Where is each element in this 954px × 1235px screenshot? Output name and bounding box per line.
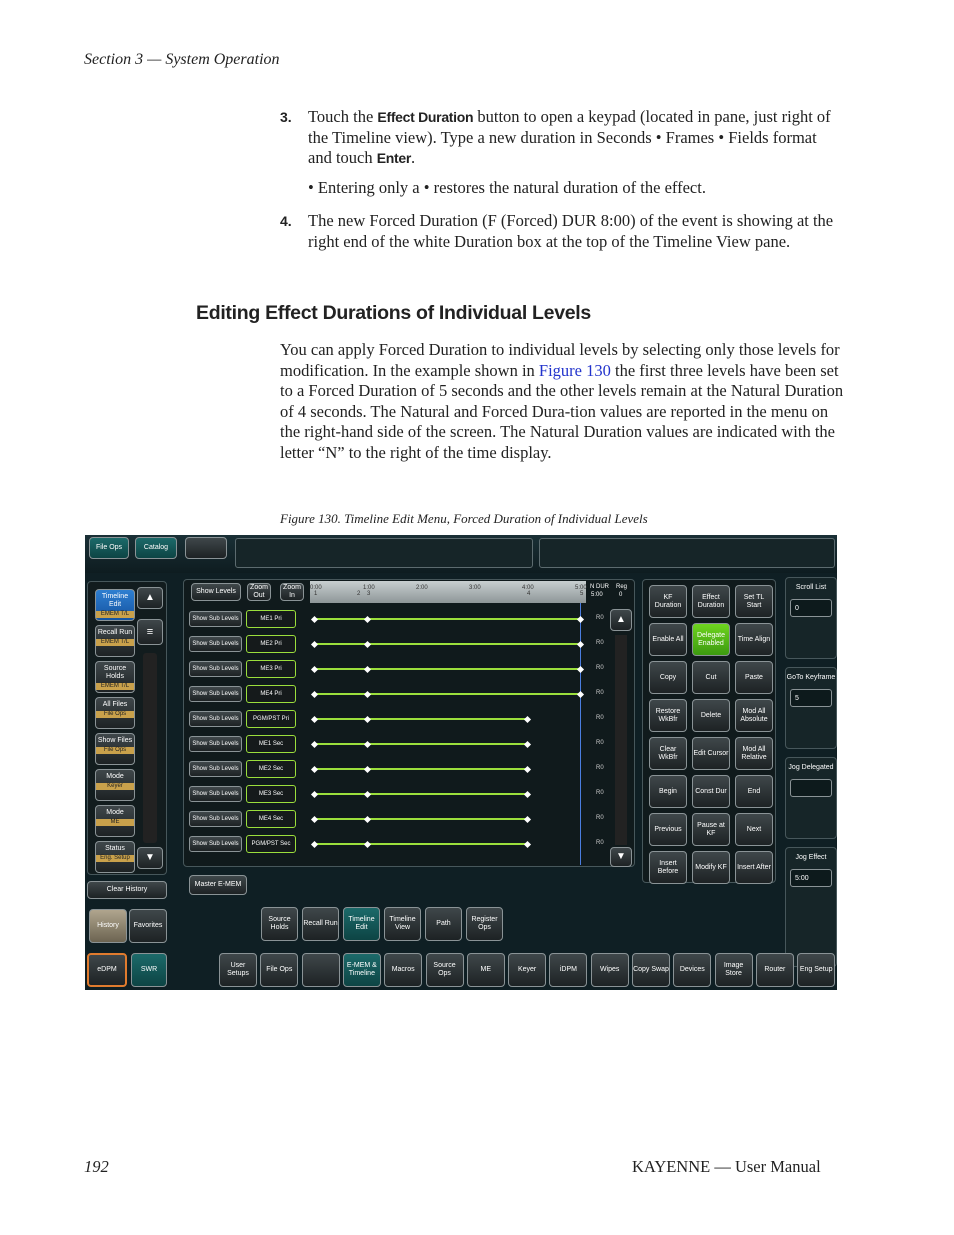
sub-tab[interactable] bbox=[425, 907, 462, 941]
n-dur-value: 5:00 bbox=[591, 592, 603, 598]
timeline-action-button[interactable] bbox=[735, 813, 773, 846]
side-panel-value-field[interactable]: 0 bbox=[790, 599, 832, 617]
label: ME2 Sec bbox=[258, 766, 284, 772]
label: PGM/PST Sec bbox=[251, 841, 291, 847]
label: Keyer bbox=[517, 966, 537, 973]
label: Effect Duration bbox=[697, 593, 725, 609]
timeline-action-button[interactable] bbox=[735, 737, 773, 770]
top-info-panel-2 bbox=[539, 538, 835, 568]
step-3 bbox=[280, 107, 840, 169]
register-label: R0 bbox=[596, 765, 604, 771]
timeline-action-button[interactable] bbox=[735, 699, 773, 732]
show-sub-levels-button[interactable] bbox=[189, 786, 242, 802]
show-sub-levels-button[interactable] bbox=[189, 686, 242, 702]
bullet-item: • Entering only a • restores the natural duration of the effect. bbox=[308, 178, 706, 197]
show-sub-levels-button[interactable] bbox=[189, 836, 242, 852]
show-sub-levels-button[interactable] bbox=[189, 761, 242, 777]
timeline-action-button[interactable] bbox=[735, 585, 773, 618]
show-sub-levels-button[interactable] bbox=[189, 611, 242, 627]
label: Show Sub Levels bbox=[192, 791, 239, 797]
running-header: Section 3 — System Operation bbox=[84, 51, 280, 68]
label: Macros bbox=[391, 966, 415, 973]
label: ME3 Pri bbox=[260, 666, 282, 672]
label: ME2 Pri bbox=[260, 641, 282, 647]
left-nav-sub-label: ME bbox=[96, 819, 134, 826]
level-track[interactable] bbox=[314, 818, 527, 820]
label: Enable All bbox=[652, 635, 684, 643]
sub-tab[interactable] bbox=[384, 907, 421, 941]
label: Timeline Edit bbox=[101, 593, 129, 608]
label: Insert Before bbox=[657, 859, 679, 875]
timeline-scroll-up[interactable] bbox=[610, 609, 632, 631]
label: Router bbox=[764, 966, 786, 973]
register-label: R0 bbox=[596, 740, 604, 746]
button-label: Zoom Out bbox=[250, 584, 268, 599]
show-levels-button[interactable] bbox=[191, 583, 241, 601]
button-label: Show Levels bbox=[196, 588, 236, 595]
label: Paste bbox=[745, 673, 763, 681]
left-nav-sub-label: File Ops bbox=[96, 747, 134, 754]
side-panel-label: Jog Effect bbox=[795, 854, 827, 861]
label: All Files bbox=[102, 701, 128, 708]
register-label: R0 bbox=[596, 840, 604, 846]
down-arrow-icon: ▼ bbox=[616, 851, 626, 862]
step-text: The new Forced Duration (F (Forced) DUR 8:00) of the event is showing at the right end of the white Duration box at the top of the Timeline View pane. bbox=[308, 211, 834, 251]
label: Cut bbox=[705, 673, 717, 681]
n-dur-label: N DUR bbox=[590, 584, 609, 590]
para-text: the first three levels have been set to a Forced Duration of 5 seconds and the other levels remain at the Natural Duration of 4 seconds. The Natural and Forced Dura-tion values are reported in the menu on the right-hand side of the screen. The Natural Duration values are indicated with the letter “N” to the right of the time display. bbox=[280, 360, 844, 462]
label: Next bbox=[746, 825, 762, 833]
label: E-MEM & Timeline bbox=[346, 962, 377, 977]
show-sub-levels-button[interactable] bbox=[189, 636, 242, 652]
label: ME1 Pri bbox=[260, 616, 282, 622]
label: Delegate Enabled bbox=[696, 631, 726, 647]
left-nav-item[interactable] bbox=[95, 841, 135, 873]
top-tab-file-ops[interactable] bbox=[89, 537, 129, 559]
bottom-menu-tab[interactable] bbox=[467, 953, 505, 987]
label: Devices bbox=[679, 966, 705, 973]
button-label: Clear History bbox=[106, 886, 148, 893]
label: Restore WkBfr bbox=[655, 707, 681, 723]
label: iDPM bbox=[559, 966, 577, 973]
left-nav-sub-label: EMEM T/L bbox=[96, 611, 134, 618]
label: Delete bbox=[700, 711, 722, 719]
label: Clear WkBfr bbox=[658, 745, 678, 761]
label: Show Files bbox=[97, 737, 133, 744]
timeline-action-button[interactable] bbox=[692, 851, 730, 884]
label: Mod All Absolute bbox=[740, 707, 768, 723]
timeline-action-button[interactable] bbox=[692, 623, 730, 656]
left-nav-sub-label: File Ops bbox=[96, 711, 134, 718]
timeline-scroll-down[interactable] bbox=[610, 847, 632, 867]
ruler-tick-label: 2:00 bbox=[416, 585, 428, 591]
timeline-action-button[interactable] bbox=[692, 737, 730, 770]
side-panel-group bbox=[785, 847, 837, 967]
level-select-button[interactable] bbox=[246, 685, 296, 703]
show-sub-levels-button[interactable] bbox=[189, 711, 242, 727]
ruler-tick-label: 0:00 bbox=[310, 585, 322, 591]
keyframe-number: 5 bbox=[580, 591, 584, 597]
label: Image Store bbox=[723, 962, 744, 977]
scroll-track[interactable] bbox=[143, 653, 157, 843]
timeline-action-button[interactable] bbox=[735, 775, 773, 808]
label: PGM/PST Pri bbox=[253, 716, 289, 722]
label: Recall Run bbox=[303, 920, 338, 927]
bottom-menu-tab[interactable] bbox=[302, 953, 340, 987]
side-panel-value-field[interactable] bbox=[790, 779, 832, 797]
up-arrow-icon: ▲ bbox=[616, 614, 626, 625]
timeline-scroll-track[interactable] bbox=[615, 635, 627, 845]
step-text: button to open a keypad (located in pane, just right of the Timeline view). Type a new duration in Seconds • Frames • Fields format and touch bbox=[308, 107, 831, 167]
level-select-button[interactable] bbox=[246, 810, 296, 828]
keyframe-number: 4 bbox=[527, 591, 531, 597]
bottom-menu-tab[interactable] bbox=[219, 953, 257, 987]
ruler-tick-label: 1:00 bbox=[363, 585, 375, 591]
left-nav-sub-label: Keyer bbox=[96, 783, 134, 790]
bottom-menu-tab[interactable] bbox=[756, 953, 794, 987]
keyframe-number: 3 bbox=[367, 591, 371, 597]
n-dur-readout bbox=[588, 581, 628, 603]
zoom-out-button[interactable] bbox=[247, 583, 271, 601]
down-arrow-icon: ▼ bbox=[145, 852, 155, 863]
side-panel-label: Jog Delegated bbox=[788, 764, 834, 771]
left-nav-item[interactable] bbox=[95, 697, 135, 729]
figure-caption: Figure 130. Timeline Edit Menu, Forced Duration of Individual Levels bbox=[280, 511, 648, 526]
time-ruler[interactable] bbox=[310, 581, 586, 603]
sub-tab[interactable] bbox=[261, 907, 298, 941]
level-select-button[interactable] bbox=[246, 760, 296, 778]
timeline-action-button[interactable] bbox=[649, 851, 687, 884]
label: Modify KF bbox=[695, 863, 727, 871]
register-label: R0 bbox=[596, 615, 604, 621]
ui-term-enter: Enter bbox=[376, 150, 412, 166]
left-nav-item[interactable] bbox=[95, 589, 135, 621]
label: Show Sub Levels bbox=[192, 666, 239, 672]
label: User Setups bbox=[227, 962, 249, 977]
left-nav-item[interactable] bbox=[95, 733, 135, 765]
timeline-action-button[interactable] bbox=[649, 813, 687, 846]
timeline-action-button[interactable] bbox=[692, 813, 730, 846]
show-sub-levels-button[interactable] bbox=[189, 736, 242, 752]
label: Wipes bbox=[599, 966, 620, 973]
timeline-action-button[interactable] bbox=[692, 699, 730, 732]
register-label: R0 bbox=[596, 790, 604, 796]
label: Mode bbox=[106, 773, 124, 780]
level-track[interactable] bbox=[314, 693, 580, 695]
label: Timeline Edit bbox=[348, 916, 375, 931]
favorites-button[interactable] bbox=[129, 909, 167, 943]
keyframe-number: 1 bbox=[314, 591, 318, 597]
label: Eng Setup bbox=[799, 966, 833, 973]
step-number: 3. bbox=[280, 109, 292, 125]
label: ME bbox=[480, 966, 492, 973]
left-nav-item[interactable] bbox=[95, 625, 135, 657]
reg-value: 0 bbox=[619, 592, 623, 598]
sub-tab[interactable] bbox=[302, 907, 339, 941]
label: Begin bbox=[659, 787, 677, 795]
para-text: You can apply Forced Duration to individual levels by selecting only those levels for modification. In the example shown in bbox=[280, 340, 840, 380]
label: Timeline View bbox=[389, 916, 416, 931]
label: Status bbox=[105, 845, 125, 852]
tab-label: Catalog bbox=[143, 544, 169, 551]
timeline-action-button[interactable] bbox=[649, 661, 687, 694]
keyframe-number: 2 bbox=[357, 591, 361, 597]
label: ME4 Sec bbox=[258, 816, 284, 822]
left-nav-item[interactable] bbox=[95, 769, 135, 801]
step-text: . bbox=[411, 148, 416, 167]
clear-history-button[interactable] bbox=[87, 881, 167, 899]
label: Recall Run bbox=[97, 629, 133, 636]
step-number: 4. bbox=[280, 213, 292, 229]
label: Show Sub Levels bbox=[192, 716, 239, 722]
side-panel-value-field[interactable]: 5 bbox=[790, 689, 832, 707]
button-label: eDPM bbox=[97, 966, 117, 973]
level-track[interactable] bbox=[314, 843, 527, 845]
label: ME1 Sec bbox=[258, 741, 284, 747]
timeline-action-button[interactable] bbox=[649, 699, 687, 732]
ui-term-effect-duration: Effect Duration bbox=[377, 109, 474, 125]
manual-title: KAYENNE — User Manual bbox=[632, 1157, 821, 1176]
register-label: R0 bbox=[596, 715, 604, 721]
reg-label: Reg bbox=[616, 584, 628, 590]
sub-tab[interactable] bbox=[343, 907, 380, 941]
level-track[interactable] bbox=[314, 643, 580, 645]
register-label: R0 bbox=[596, 640, 604, 646]
label: Insert After bbox=[737, 863, 771, 871]
bottom-menu-tab[interactable] bbox=[797, 953, 835, 987]
button-label: SWR bbox=[140, 966, 158, 973]
label: Source Holds bbox=[268, 916, 291, 931]
timeline-action-button[interactable] bbox=[735, 623, 773, 656]
label: Show Sub Levels bbox=[192, 616, 239, 622]
timeline-action-button[interactable] bbox=[692, 585, 730, 618]
timeline-action-button[interactable] bbox=[649, 623, 687, 656]
bottom-menu-tab[interactable] bbox=[591, 953, 629, 987]
step-text: Touch the bbox=[308, 107, 378, 126]
side-panel-label: GoTo Keyframe bbox=[786, 674, 836, 681]
top-info-panel bbox=[235, 538, 533, 568]
side-panel-group bbox=[785, 667, 837, 749]
label: ME4 Pri bbox=[260, 691, 282, 697]
button-label: Favorites bbox=[133, 922, 163, 929]
level-select-button[interactable] bbox=[246, 610, 296, 628]
bottom-menu-tab[interactable] bbox=[632, 953, 670, 987]
side-panel-group bbox=[785, 577, 837, 659]
step-4 bbox=[280, 211, 840, 252]
register-label: R0 bbox=[596, 690, 604, 696]
figure-link[interactable]: Figure 130 bbox=[538, 360, 611, 380]
timeline-action-button[interactable] bbox=[735, 851, 773, 884]
scroll-menu-button[interactable] bbox=[137, 619, 163, 645]
label: Edit Cursor bbox=[693, 749, 729, 757]
timeline-action-button[interactable] bbox=[692, 661, 730, 694]
bottom-menu-tab[interactable] bbox=[343, 953, 381, 987]
level-select-button[interactable] bbox=[246, 735, 296, 753]
show-sub-levels-button[interactable] bbox=[189, 811, 242, 827]
timeline-action-button[interactable] bbox=[649, 585, 687, 618]
ruler-tick-label: 3:00 bbox=[469, 585, 481, 591]
left-nav-item[interactable] bbox=[95, 805, 135, 837]
bottom-menu-tab[interactable] bbox=[549, 953, 587, 987]
show-sub-levels-button[interactable] bbox=[189, 661, 242, 677]
label: Source Ops bbox=[433, 962, 456, 977]
level-select-button[interactable] bbox=[246, 710, 296, 728]
bottom-menu-tab[interactable] bbox=[426, 953, 464, 987]
swr-button[interactable] bbox=[131, 953, 167, 987]
label: End bbox=[747, 787, 761, 795]
level-track[interactable] bbox=[314, 793, 527, 795]
button-label: Master E-MEM bbox=[194, 881, 242, 888]
timeline-edit-screenshot bbox=[85, 535, 837, 990]
menu-icon: ≡ bbox=[146, 626, 154, 638]
label: Time Align bbox=[737, 635, 771, 643]
left-nav-sub-label: Eng. Setup bbox=[96, 855, 134, 862]
label: Copy bbox=[659, 673, 677, 681]
level-track[interactable] bbox=[314, 718, 527, 720]
scroll-up-button[interactable] bbox=[137, 587, 163, 609]
edpm-button[interactable] bbox=[87, 953, 127, 987]
ruler-tick-label: 5:00 bbox=[575, 585, 587, 591]
level-track[interactable] bbox=[314, 768, 527, 770]
body-paragraph bbox=[280, 340, 845, 463]
top-tab-catalog[interactable] bbox=[135, 537, 177, 559]
label: Register Ops bbox=[471, 916, 498, 931]
up-arrow-icon: ▲ bbox=[145, 592, 155, 603]
section-heading: Editing Effect Durations of Individual Levels bbox=[196, 302, 591, 324]
label: Previous bbox=[654, 825, 682, 833]
label: Show Sub Levels bbox=[192, 766, 239, 772]
timeline-action-button[interactable] bbox=[735, 661, 773, 694]
label: Show Sub Levels bbox=[192, 841, 239, 847]
bottom-menu-tab[interactable] bbox=[673, 953, 711, 987]
bottom-menu-tab[interactable] bbox=[384, 953, 422, 987]
label: Show Sub Levels bbox=[192, 816, 239, 822]
label: Copy Swap bbox=[633, 966, 669, 973]
level-select-button[interactable] bbox=[246, 635, 296, 653]
label: File Ops bbox=[266, 966, 293, 973]
level-track[interactable] bbox=[314, 668, 580, 670]
bottom-menu-tab[interactable] bbox=[715, 953, 753, 987]
timeline-action-button[interactable] bbox=[649, 775, 687, 808]
side-panel-group bbox=[785, 757, 837, 839]
button-label: Zoom In bbox=[283, 584, 301, 599]
label: Path bbox=[436, 920, 451, 927]
label: KF Duration bbox=[654, 593, 682, 609]
label: Mode bbox=[106, 809, 124, 816]
zoom-in-button[interactable] bbox=[280, 583, 304, 601]
left-nav-sub-label: EMEM T/L bbox=[96, 683, 134, 690]
left-nav-item[interactable] bbox=[95, 661, 135, 693]
master-emem-tab[interactable] bbox=[189, 875, 247, 895]
top-tab-empty[interactable] bbox=[185, 537, 227, 559]
level-select-button[interactable] bbox=[246, 785, 296, 803]
label: Source Holds bbox=[103, 665, 127, 680]
left-nav-sub-label: EMEM T/L bbox=[96, 639, 134, 646]
button-label: History bbox=[97, 922, 119, 929]
page-number: 192 bbox=[84, 1157, 109, 1176]
register-label: R0 bbox=[596, 815, 604, 821]
sub-tab[interactable] bbox=[466, 907, 503, 941]
level-track[interactable] bbox=[314, 618, 580, 620]
label: Mod All Relative bbox=[741, 745, 767, 761]
label: Show Sub Levels bbox=[192, 641, 239, 647]
bottom-menu-tab[interactable] bbox=[260, 953, 298, 987]
tab-label: File Ops bbox=[95, 544, 123, 551]
bottom-menu-tab[interactable] bbox=[508, 953, 546, 987]
register-label: R0 bbox=[596, 665, 604, 671]
level-select-button[interactable] bbox=[246, 835, 296, 853]
history-button[interactable] bbox=[89, 909, 127, 943]
timeline-action-button[interactable] bbox=[649, 737, 687, 770]
side-panel-label: Scroll List bbox=[795, 584, 827, 591]
level-track[interactable] bbox=[314, 743, 527, 745]
scroll-down-button[interactable] bbox=[137, 847, 163, 869]
ruler-tick-label: 4:00 bbox=[522, 585, 534, 591]
label: Const Dur bbox=[695, 787, 727, 795]
label: Show Sub Levels bbox=[192, 691, 239, 697]
label: Show Sub Levels bbox=[192, 741, 239, 747]
label: Set TL Start bbox=[743, 593, 765, 609]
side-panel-value-field[interactable]: 5:00 bbox=[790, 869, 832, 887]
timeline-action-button[interactable] bbox=[692, 775, 730, 808]
label: ME3 Sec bbox=[258, 791, 284, 797]
label: Pause at KF bbox=[697, 821, 725, 837]
level-select-button[interactable] bbox=[246, 660, 296, 678]
